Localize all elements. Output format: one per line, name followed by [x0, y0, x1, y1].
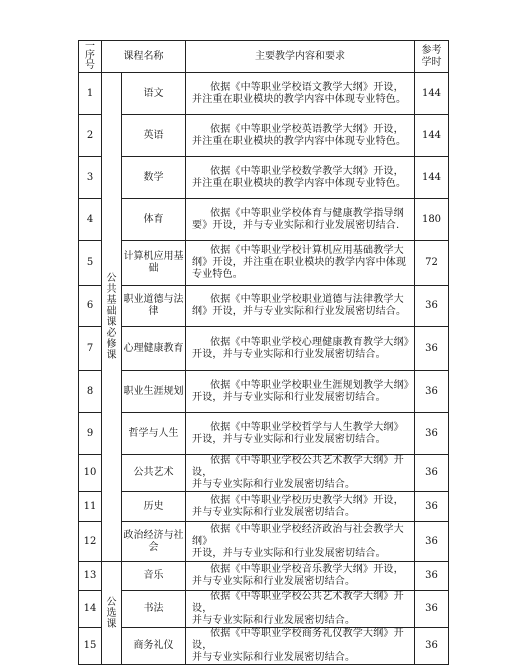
row-content-line1: 依据《中等职业学校职业生涯规划教学大纲》 [210, 379, 414, 391]
row-content-line1: 依据《中等职业学校心理健康教育教学大纲》 [210, 336, 414, 348]
row-content [186, 286, 415, 327]
row-content-line1: 依据《中等职业学校历史教学大纲》开设， [210, 494, 404, 506]
curriculum-table [78, 40, 449, 665]
row-content-line1: 依据《中等职业学校语文教学大纲》开设， [210, 81, 404, 93]
row-no: 1 [79, 73, 102, 115]
table-row [79, 73, 449, 115]
row-content [186, 115, 415, 157]
row-content-line1: 依据《中等职业学校职业道德与法律教学大 [210, 294, 404, 305]
row-content-line1: 依据《中等职业学校经济政治与社会教学大纲》 [192, 523, 404, 547]
row-content-line1: 依据《中等职业学校哲学与人生教学大纲》 [210, 421, 404, 433]
row-course-name: 职业道德与法律 [122, 286, 186, 327]
table-row [79, 413, 449, 455]
row-content-line1: 依据《中等职业学校英语教学大纲》开设， [210, 123, 404, 135]
row-hours: 144 [415, 73, 449, 115]
row-no: 14 [79, 591, 102, 628]
row-no: 2 [79, 115, 102, 157]
row-no: 4 [79, 199, 102, 241]
row-no: 9 [79, 413, 102, 455]
row-content [186, 522, 415, 562]
group-elective [102, 562, 122, 665]
row-course-name: 公共艺术 [122, 455, 186, 492]
group-elective-label: 公选课 [106, 596, 117, 630]
row-hours: 36 [415, 628, 449, 665]
row-course-name: 职业生涯规划 [122, 371, 186, 413]
row-content-line1: 依据《中等职业学校公共艺术教学大纲》开设， [192, 591, 404, 614]
row-content [186, 241, 415, 286]
row-course-name: 书法 [122, 591, 186, 628]
row-hours: 36 [415, 562, 449, 591]
row-course-name: 商务礼仪 [122, 628, 186, 665]
row-content [186, 413, 415, 455]
header-hours-label: 参考学时 [421, 44, 442, 68]
row-course-name: 语文 [122, 73, 186, 115]
row-course-name: 政治经济与社会 [122, 522, 186, 562]
row-content [186, 371, 415, 413]
row-content-line1: 依据《中等职业学校计算机应用基础教学大 [210, 245, 404, 256]
header-no [79, 41, 102, 73]
row-content-line2: 开设，并与专业实际和行业发展密切结合。 [192, 391, 386, 403]
row-no: 8 [79, 371, 102, 413]
row-hours: 144 [415, 115, 449, 157]
row-content-line2: 并与专业实际和行业发展密切结合。 [192, 479, 356, 490]
row-course-name: 哲学与人生 [122, 413, 186, 455]
table-row [79, 562, 449, 591]
table-row [79, 241, 449, 286]
row-no: 5 [79, 241, 102, 286]
row-hours: 144 [415, 157, 449, 199]
table-row [79, 286, 449, 327]
row-no: 10 [79, 455, 102, 492]
table-row [79, 628, 449, 665]
table-row [79, 327, 449, 371]
row-course-name: 计算机应用基础 [122, 241, 186, 286]
row-content-line2: 开设，并与专业实际和行业发展密切结合。 [192, 348, 386, 360]
table-row [79, 199, 449, 241]
row-content-line2: 纲》开设，并注重在职业模块的教学内容中体现专业特色。 [192, 257, 407, 280]
row-content [186, 492, 415, 522]
table-row [79, 371, 449, 413]
row-content [186, 199, 415, 241]
table-row [79, 157, 449, 199]
row-hours: 36 [415, 413, 449, 455]
table-row [79, 455, 449, 492]
row-hours: 36 [415, 591, 449, 628]
row-content-line2: 并与专业实际和行业发展密切结合。 [192, 506, 356, 518]
row-hours: 36 [415, 522, 449, 562]
row-course-name: 历史 [122, 492, 186, 522]
row-hours: 36 [415, 455, 449, 492]
table-row [79, 492, 449, 522]
table-row [79, 591, 449, 628]
table-row [79, 522, 449, 562]
row-course-name: 数学 [122, 157, 186, 199]
header-dash: 一 [85, 40, 95, 52]
row-hours: 36 [415, 371, 449, 413]
row-content [186, 327, 415, 371]
row-content-line2: 并注重在职业模块的教学内容中体现专业特色。 [192, 93, 407, 105]
row-content-line2: 开设，并与专业实际和行业发展密切结合。 [192, 547, 386, 559]
row-content-line1: 依据《中等职业学校数学教学大纲》开设， [210, 165, 404, 177]
header-no-label: 序号 [85, 49, 95, 71]
row-content-line2: 开设，并与专业实际和行业发展密切结合。 [192, 433, 386, 445]
row-no: 15 [79, 628, 102, 665]
row-content-line2: 纲》开设，并与专业实际和行业发展密切结合。 [192, 306, 407, 317]
group-required-label: 公共基础课必修课 [106, 273, 117, 361]
row-hours: 36 [415, 327, 449, 371]
row-no: 12 [79, 522, 102, 562]
row-hours: 180 [415, 199, 449, 241]
row-content-line1: 依据《中等职业学校体育与健康教学指导纲 [210, 207, 404, 219]
row-content [186, 562, 415, 591]
header-content: 主要教学内容和要求 [186, 41, 415, 73]
header-row [79, 41, 449, 73]
row-no: 13 [79, 562, 102, 591]
row-no: 3 [79, 157, 102, 199]
row-content-line1: 依据《中等职业学校商务礼仪教学大纲》开设， [192, 628, 404, 651]
row-hours: 36 [415, 286, 449, 327]
row-content [186, 591, 415, 628]
row-content-line1: 依据《中等职业学校音乐教学大纲》开设， [210, 564, 404, 575]
row-hours: 36 [415, 492, 449, 522]
row-course-name: 体育 [122, 199, 186, 241]
row-content-line2: 并注重在职业模块的教学内容中体现专业特色。 [192, 135, 407, 147]
row-no: 6 [79, 286, 102, 327]
row-no: 11 [79, 492, 102, 522]
table-body [79, 73, 449, 665]
row-content [186, 73, 415, 115]
row-content-line2: 并注重在职业模块的教学内容中体现专业特色。 [192, 177, 407, 189]
row-content-line2: 并与专业实际和行业发展密切结合。 [192, 615, 356, 626]
row-content [186, 455, 415, 492]
group-required [102, 73, 122, 562]
table-row [79, 115, 449, 157]
header-course-name: 课程名称 [102, 41, 186, 73]
row-content-line2: 要》开设，并与专业实际和行业发展密切结合. [192, 219, 400, 231]
row-content-line2: 并与专业实际和行业发展密切结合。 [192, 652, 356, 663]
row-hours: 72 [415, 241, 449, 286]
row-content [186, 628, 415, 665]
row-course-name: 心理健康教育 [122, 327, 186, 371]
row-content-line1: 依据《中等职业学校公共艺术教学大纲》开设， [192, 455, 404, 478]
row-content [186, 157, 415, 199]
row-no: 7 [79, 327, 102, 371]
header-hours [415, 41, 449, 73]
row-course-name: 英语 [122, 115, 186, 157]
row-content-line2: 并与专业实际和行业发展密切结合。 [192, 576, 356, 587]
row-course-name: 音乐 [122, 562, 186, 591]
